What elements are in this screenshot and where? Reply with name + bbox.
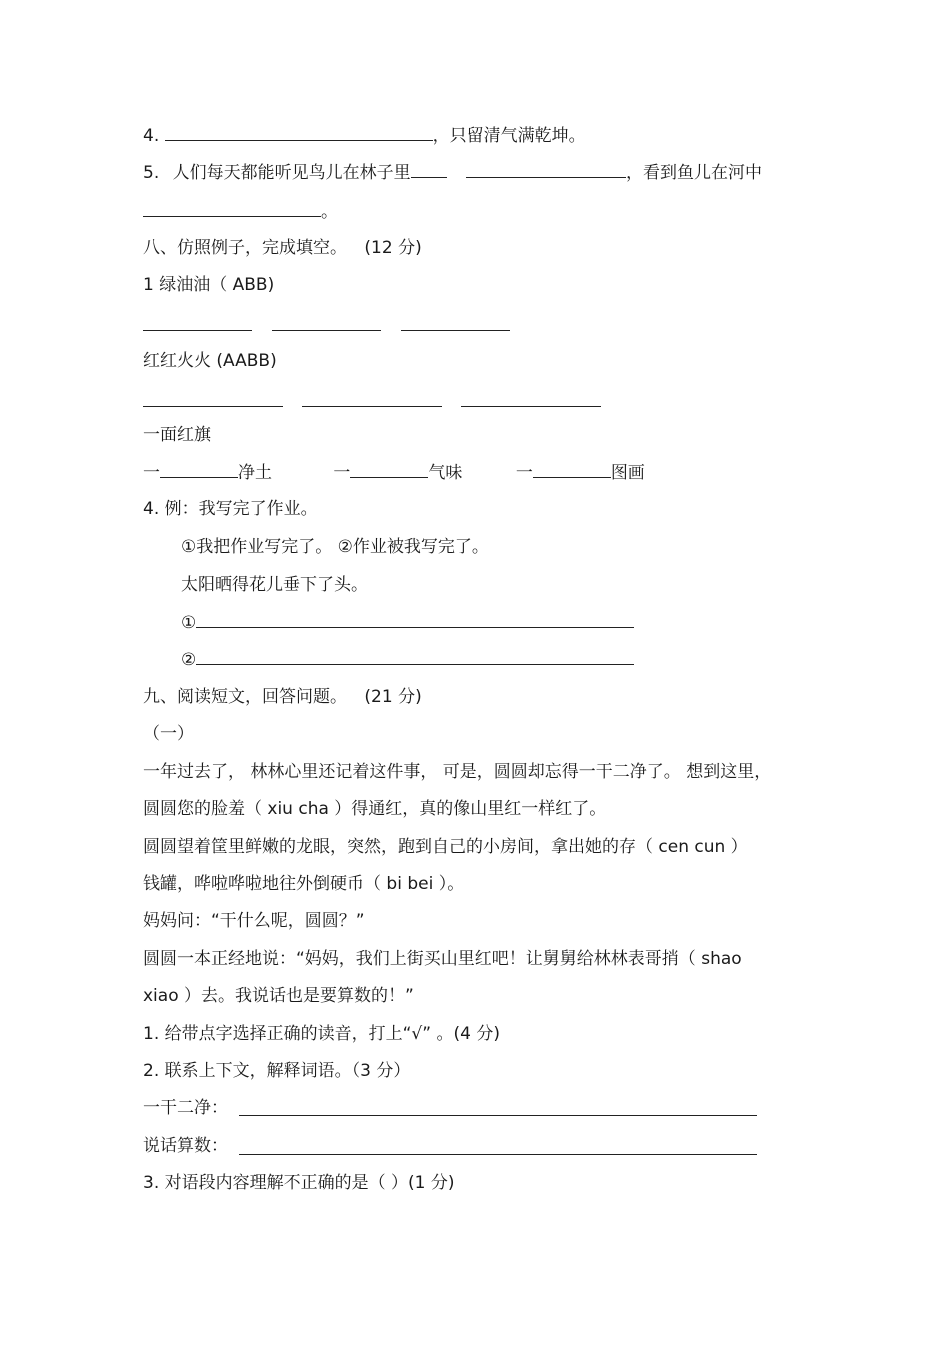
q8-part3-prefix-1: 一 <box>143 463 160 483</box>
q8-part2-blank-3[interactable] <box>461 406 601 407</box>
q8-part2-label: 红红火火 (AABB) <box>143 351 277 371</box>
q7-item5-end: 。 <box>321 202 338 222</box>
q9-part-label: （一） <box>143 724 194 744</box>
q9-passage-line: 圆圆您的脸羞（ xiu cha ）得通红，真的像山里红一样红了。 <box>143 799 607 819</box>
q7-item5 <box>143 161 762 184</box>
q9-title: 九、阅读短文，回答问题。 <box>143 687 347 707</box>
q7-item4-number: 4. <box>143 126 160 146</box>
q8-part3-label: 一面红旗 <box>143 425 211 445</box>
q8-part3-prefix-2: 一 <box>333 463 351 483</box>
q8-part3-blank-2[interactable] <box>350 461 428 478</box>
q9-heading <box>143 686 422 708</box>
q8-part4-blank-2[interactable] <box>196 648 634 665</box>
q8-part3-blank-1[interactable] <box>160 461 238 478</box>
q8-heading <box>143 237 422 259</box>
q8-score: (12 分) <box>364 238 422 258</box>
q8-part4-example: ①我把作业写完了。 ②作业被我写完了。 <box>181 537 489 557</box>
q9-passage-line: 妈妈问：“干什么呢，圆圆？” <box>143 911 365 931</box>
q7-item4-blank[interactable] <box>165 124 433 141</box>
q9-question-1: 1. 给带点字选择正确的读音，打上“√” 。(4 分) <box>143 1024 500 1044</box>
q7-item5-number: 5. <box>143 163 160 183</box>
q7-item5-text-a: 人们每天都能听见鸟儿在林子里 <box>172 163 411 183</box>
q8-part3-noun-1: 净土 <box>238 463 272 483</box>
q8-part3-noun-3: 图画 <box>610 463 645 483</box>
q8-part1-blank-2[interactable] <box>272 330 381 331</box>
q8-part3-blank-3[interactable] <box>533 461 611 478</box>
q8-part4-sentence: 太阳晒得花儿垂下了头。 <box>181 575 368 595</box>
q8-part1-label: 1 绿油油（ ABB) <box>143 275 275 295</box>
q8-part4-answer-1 <box>181 611 634 634</box>
q7-item4 <box>143 124 586 147</box>
q8-part4-label: 4. 例：我写完了作业。 <box>143 499 318 519</box>
q7-item5-cont <box>143 200 338 223</box>
q8-part1-blank-1[interactable] <box>143 330 252 331</box>
q8-part3-noun-2: 气味 <box>428 463 463 483</box>
q7-item5-text-b: ，看到鱼儿在河中 <box>626 163 763 183</box>
q7-item5-blank-2[interactable] <box>466 161 626 178</box>
q9-passage-line: 一年过去了， 林林心里还记着这件事， 可是，圆圆却忘得一干二净了。 想到这里， <box>143 762 772 782</box>
q7-item5-blank-3[interactable] <box>143 200 321 217</box>
q9-passage-line: 圆圆一本正经地说：“妈妈，我们上街买山里红吧！让舅舅给林林表哥捎（ shao <box>143 949 742 969</box>
q9-passage-line: xiao ）去。我说话也是要算数的！” <box>143 986 414 1006</box>
q8-part4-mark-1: ① <box>181 613 197 633</box>
q9-term-1-label: 一干二净： <box>143 1098 228 1118</box>
q9-term-2-blank[interactable] <box>239 1154 757 1155</box>
q7-item5-blank-1[interactable] <box>411 161 447 178</box>
q8-title: 八、仿照例子，完成填空。 <box>143 238 347 258</box>
q8-part2-blank-2[interactable] <box>302 406 442 407</box>
q9-term-2-label: 说话算数： <box>143 1136 228 1156</box>
q8-part3-items <box>143 461 645 484</box>
q9-term-1-blank[interactable] <box>239 1115 757 1116</box>
q8-part4-answer-2 <box>181 648 634 671</box>
q9-question-2: 2. 联系上下文，解释词语。（3 分） <box>143 1061 411 1081</box>
q9-passage-line: 圆圆望着筐里鲜嫩的龙眼，突然，跑到自己的小房间，拿出她的存（ cen cun ） <box>143 837 748 857</box>
q8-part3-prefix-3: 一 <box>515 463 533 483</box>
q8-part1-blank-3[interactable] <box>401 330 510 331</box>
q7-item4-text: ，只留清气满乾坤。 <box>432 126 586 146</box>
q9-passage-line: 钱罐，哗啦哗啦地往外倒硬币（ bi bei ）。 <box>143 874 465 894</box>
q8-part2-blank-1[interactable] <box>143 406 283 407</box>
q9-score: (21 分) <box>364 687 422 707</box>
q8-part4-mark-2: ② <box>181 650 197 670</box>
q8-part4-blank-1[interactable] <box>196 611 634 628</box>
q9-question-3: 3. 对语段内容理解不正确的是（ ）(1 分) <box>143 1173 455 1193</box>
